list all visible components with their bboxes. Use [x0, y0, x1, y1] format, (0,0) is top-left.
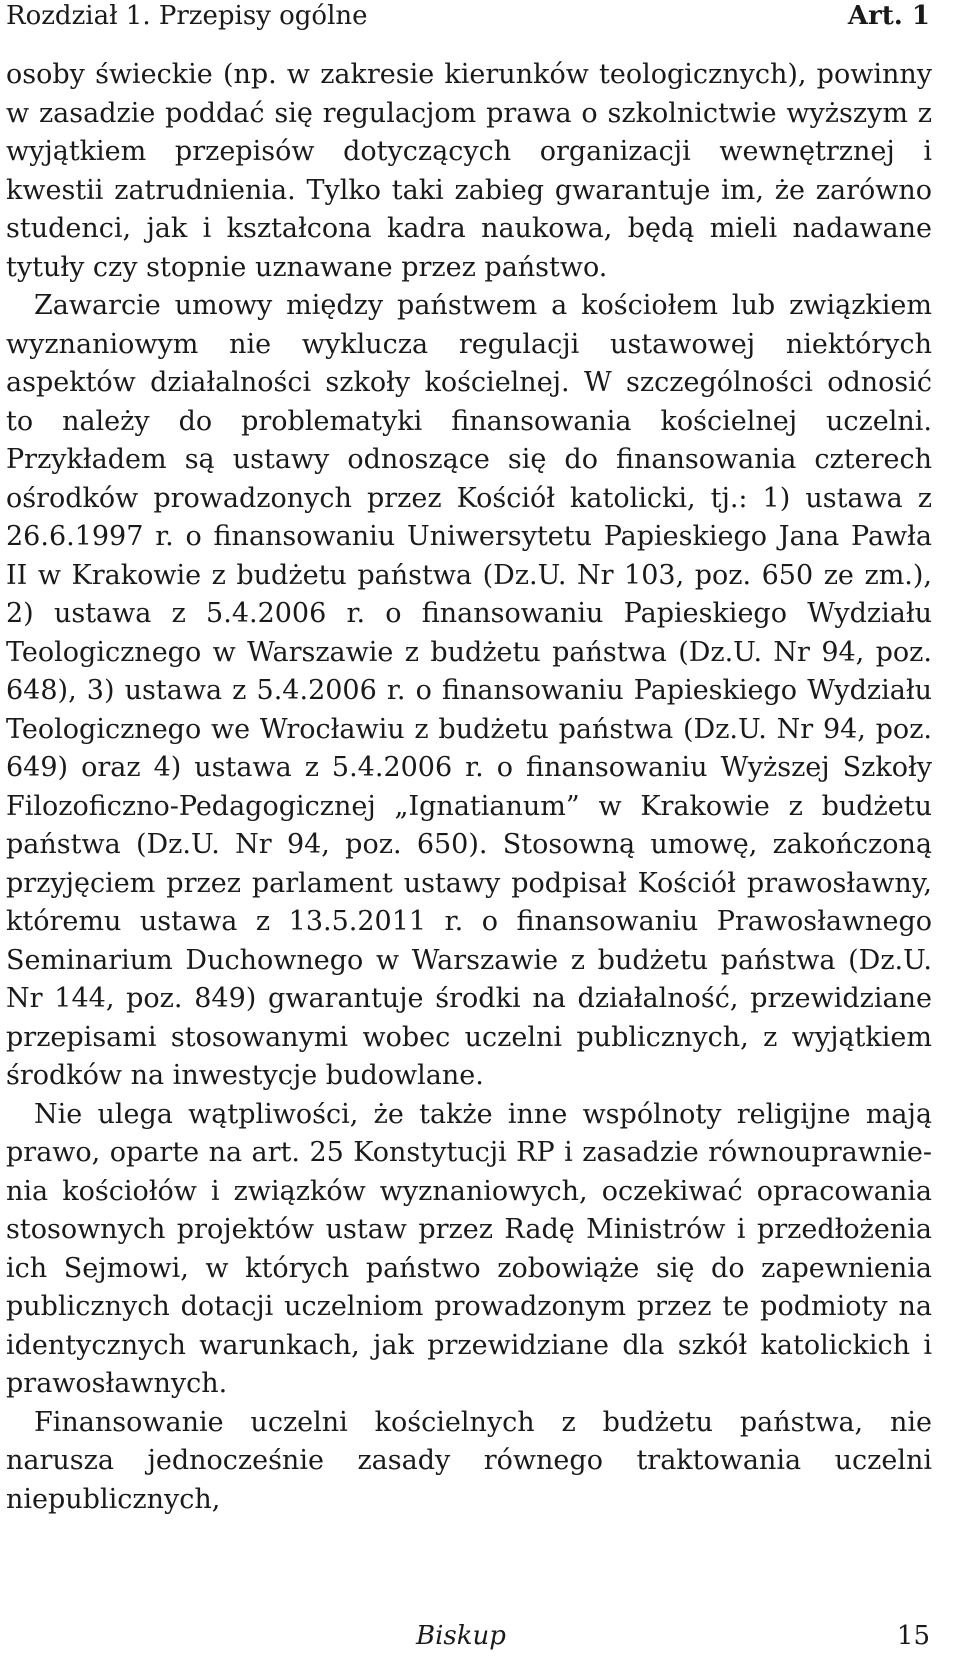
author-name: Biskup: [416, 1621, 506, 1651]
page-number: 15: [896, 1621, 930, 1651]
main-text: [6, 56, 932, 1519]
paragraph: Nie ulega wątpliwości, że także inne wspólnoty religijne mają prawo, oparte na art. 25 Konstytucji RP i zasadzie równouprawnienia kościołów i związków wyznaniowych, oczekiwać opracowania stosownych projektów ustaw przez Radę Ministrów i przedłożenia ich Sejmowi, w których państwo zobowiąże się do zapewnienia publicznych dotacji uczelniom prowadzonym przez te podmioty na identycznych warunkach, jak przewidziane dla szkół katolickich i prawosławnych.: [6, 1098, 932, 1399]
paragraph: Finansowanie uczelni kościelnych z budżetu państwa, nie narusza jednocześnie zasady równego traktowania uczelni niepublicznych,: [6, 1406, 932, 1515]
running-header: [6, 0, 930, 40]
running-footer: [6, 1620, 930, 1660]
paragraph: Zawarcie umowy między państwem a kościołem lub związkiem wyznaniowym nie wyklucza regulacji ustawowej niektórych aspektów działalności szkoły kościelnej. W szczególności odnosić to należy do problematyki finansowania kościelnej uczelni. Przykładem są ustawy odnoszące się do finansowania czterech ośrodków prowadzonych przez Kościół katolicki, tj.: 1) ustawa z 26.6.1997 r. o finansowaniu Uniwersytetu Papieskiego Jana Pawła II w Krakowie z budżetu państwa (Dz.U. Nr 103, poz. 650 ze zm.), 2) ustawa z 5.4.2006 r. o finansowaniu Papieskiego Wydziału Teologicznego w Warszawie z budżetu państwa (Dz.U. Nr 94, poz. 648), 3) ustawa z 5.4.2006 r. o finansowaniu Papieskiego Wydziału Teologicznego we Wrocławiu z budżetu państwa (Dz.U. Nr 94, poz. 649) oraz 4) ustawa z 5.4.2006 r. o finansowaniu Wyższej Szkoły Filozoficzno-Pedagogicznej „Ignatianum” w Krakowie z budżetu państwa (Dz.U. Nr 94, poz. 650). Stosowną umowę, zakończoną przyjęciem przez parlament ustawy podpisał Kościół prawosławny, któremu ustawa z 13.5.2011 r. o finansowaniu Prawosławnego Seminarium Duchownego w Warszawie z budżetu państwa (Dz.U. Nr 144, poz. 849) gwarantuje środki na działalność, przewidziane przepisami stosowanymi wobec uczelni publicznych, z wyjątkiem środków na inwestycje budowlane.: [6, 290, 932, 1091]
paragraph: osoby świeckie (np. w zakresie kierunków teologicznych), powinny w zasadzie poddać się regulacjom prawa o szkolnictwie wyższym z wyjątkiem przepisów dotyczących organizacji wewnętrznej i kwestii zatrudnienia. Tylko taki zabieg gwarantuje im, że zarówno studenci, jak i kształcona kadra naukowa, będą mieli nadawane tytuły czy stopnie uznawane przez państwo.: [6, 59, 932, 283]
chapter-title: Rozdział 1. Przepisy ogólne: [6, 1, 368, 31]
article-number: Art. 1: [847, 1, 930, 31]
